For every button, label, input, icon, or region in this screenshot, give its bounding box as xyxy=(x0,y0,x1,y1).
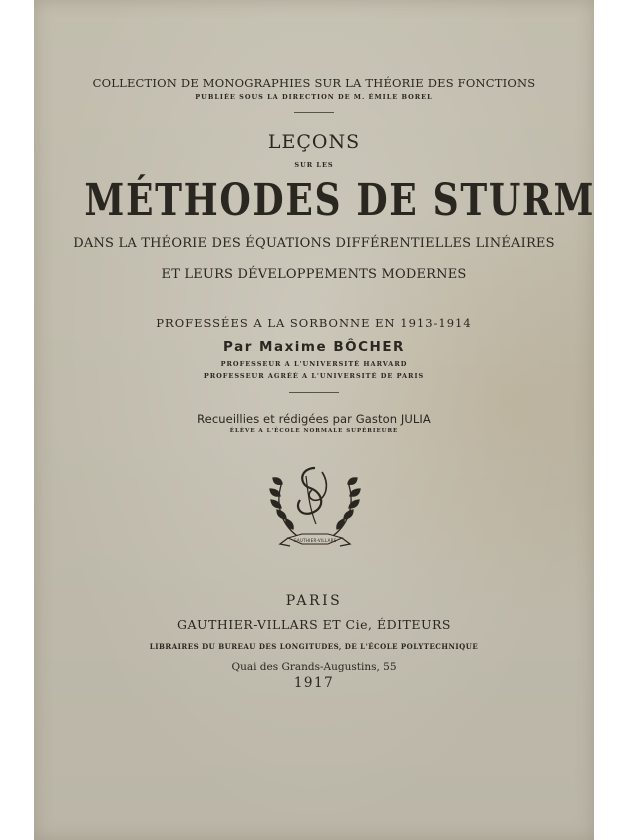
series-director: PUBLIÉE SOUS LA DIRECTION DE M. ÉMILE BOREL xyxy=(195,93,433,101)
author-title-1: PROFESSEUR A L'UNIVERSITÉ HARVARD xyxy=(220,360,408,368)
publisher-emblem-icon xyxy=(260,454,370,554)
editor-title: ÉLÈVE A L'ÉCOLE NORMALE SUPÉRIEURE xyxy=(229,428,399,434)
subtitle-line-1: DANS LA THÉORIE DES ÉQUATIONS DIFFÉRENTIELLES LINÉAIRES xyxy=(73,236,555,251)
book-cover xyxy=(34,0,594,840)
publication-year: 1917 xyxy=(293,675,335,691)
series-title: COLLECTION DE MONOGRAPHIES SUR LA THÉORIE DES FONCTIONS xyxy=(92,76,536,90)
sur-les-text: SUR LES xyxy=(294,161,334,169)
author-name: Par Maxime BÔCHER xyxy=(223,339,405,355)
lecons-heading: LEÇONS xyxy=(267,131,361,153)
subtitle-line-2: ET LEURS DÉVELOPPEMENTS MODERNES xyxy=(161,267,467,282)
lectures-info: PROFESSÉES A LA SORBONNE EN 1913-1914 xyxy=(156,316,472,330)
editor-credit: Recueillies et rédigées par Gaston JULIA xyxy=(197,412,431,426)
svg-text:GAUTHIER-VILLARS: GAUTHIER-VILLARS xyxy=(293,538,337,543)
main-title: MÉTHODES DE STURM xyxy=(84,175,596,226)
publisher-address: Quai des Grands-Augustins, 55 xyxy=(231,661,397,673)
divider xyxy=(289,392,339,393)
publisher-name: GAUTHIER-VILLARS ET Cie, ÉDITEURS xyxy=(176,617,451,632)
author-title-2: PROFESSEUR AGRÉÉ A L'UNIVERSITÉ DE PARIS xyxy=(203,372,425,380)
divider xyxy=(294,112,334,113)
publisher-roles: LIBRAIRES DU BUREAU DES LONGITUDES, DE L'ÉCOLE POLYTECHNIQUE xyxy=(149,642,479,651)
publication-city: PARIS xyxy=(285,593,343,609)
